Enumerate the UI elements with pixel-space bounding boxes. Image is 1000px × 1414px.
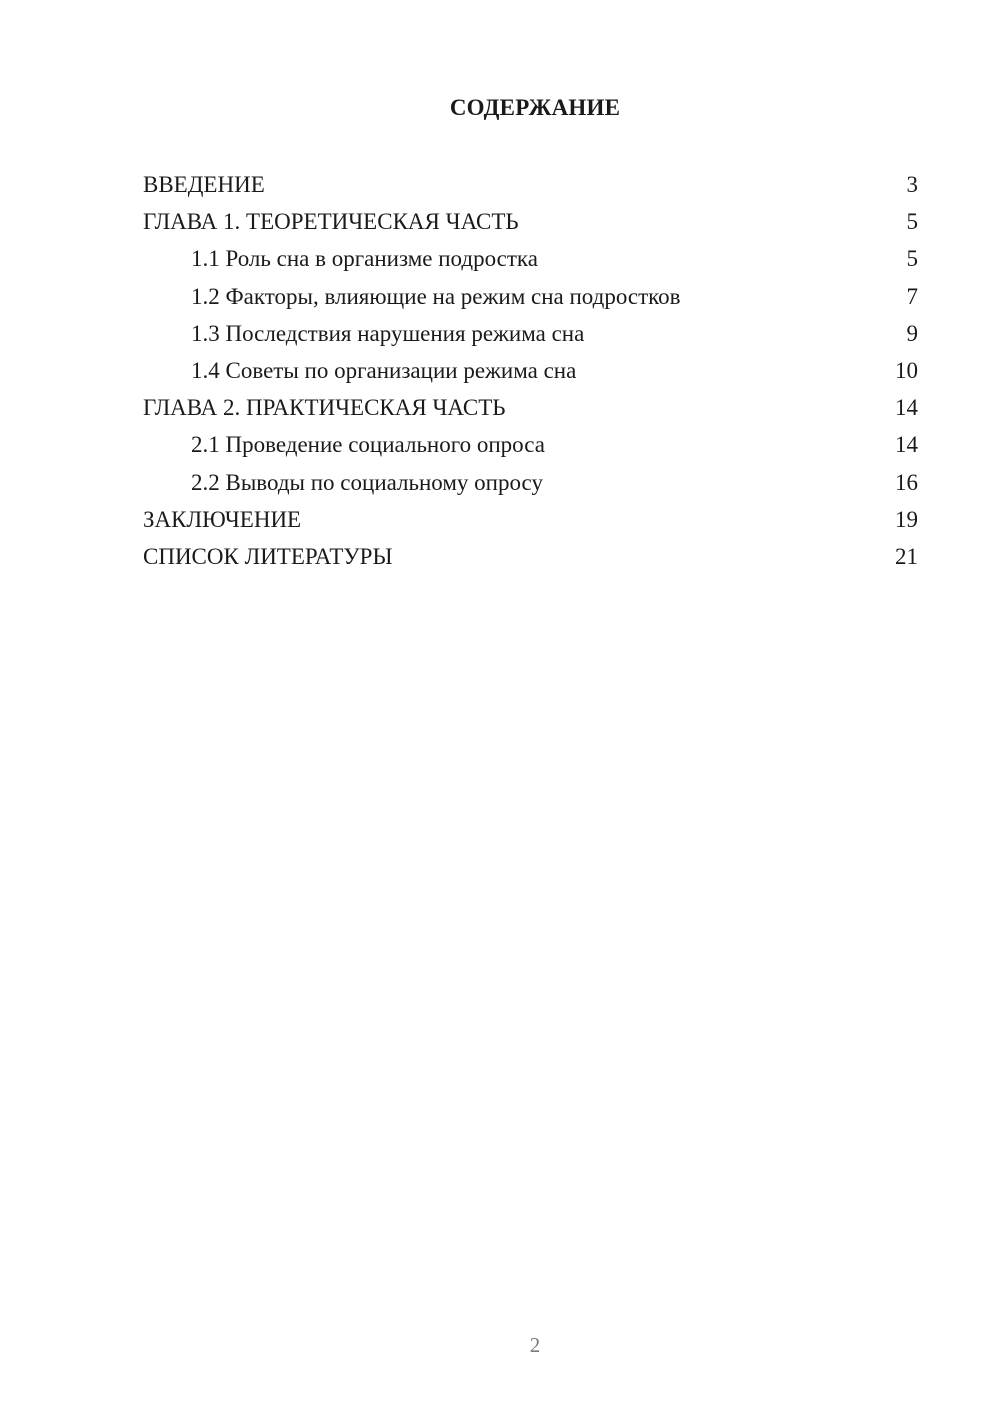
toc-entry-page: 14: [895, 432, 918, 458]
table-of-contents: [143, 166, 918, 575]
toc-entry-page: 21: [895, 543, 918, 569]
toc-entry-label: ЗАКЛЮЧЕНИЕ: [143, 506, 302, 532]
toc-entry-label: 2.2 Выводы по социальному опросу: [191, 469, 543, 495]
toc-entry-label: 1.4 Советы по организации режима сна: [191, 357, 577, 383]
toc-entry-page: 9: [906, 320, 918, 346]
toc-entry-page: 19: [895, 506, 918, 532]
toc-entry-page: 3: [906, 172, 918, 197]
toc-entry-page: 7: [906, 283, 918, 309]
toc-entry-label: 1.2 Факторы, влияющие на режим сна подростков: [191, 283, 681, 309]
toc-entry-references[interactable]: [143, 538, 918, 575]
toc-entry-section-2-2[interactable]: [143, 464, 918, 501]
toc-entry-introduction[interactable]: [143, 166, 918, 203]
toc-entry-label: ГЛАВА 2. ПРАКТИЧЕСКАЯ ЧАСТЬ: [143, 395, 506, 421]
toc-entry-label: 2.1 Проведение социального опроса: [191, 432, 545, 458]
toc-entry-page: 5: [906, 209, 918, 235]
toc-entry-label: 1.3 Последствия нарушения режима сна: [191, 320, 585, 346]
toc-entry-conclusion[interactable]: [143, 501, 918, 538]
page-number: 2: [529, 1333, 541, 1357]
toc-entry-label: 1.1 Роль сна в организме подростка: [191, 246, 538, 272]
toc-entry-section-1-3[interactable]: [143, 315, 918, 352]
toc-entry-section-1-2[interactable]: [143, 278, 918, 315]
toc-entry-page: 14: [895, 395, 918, 421]
toc-entry-label: СПИСОК ЛИТЕРАТУРЫ: [143, 543, 393, 569]
toc-entry-chapter-1[interactable]: [143, 203, 918, 240]
toc-entry-section-2-1[interactable]: [143, 426, 918, 463]
toc-entry-page: 10: [895, 357, 918, 383]
toc-entry-label: ГЛАВА 1. ТЕОРЕТИЧЕСКАЯ ЧАСТЬ: [143, 209, 519, 235]
toc-entry-section-1-1[interactable]: [143, 240, 918, 277]
toc-entry-page: 5: [906, 246, 918, 272]
toc-title: СОДЕРЖАНИЕ: [449, 95, 621, 120]
toc-entry-section-1-4[interactable]: [143, 352, 918, 389]
toc-entry-chapter-2[interactable]: [143, 389, 918, 426]
toc-entry-label: ВВЕДЕНИЕ: [143, 172, 265, 197]
toc-entry-page: 16: [895, 469, 918, 495]
